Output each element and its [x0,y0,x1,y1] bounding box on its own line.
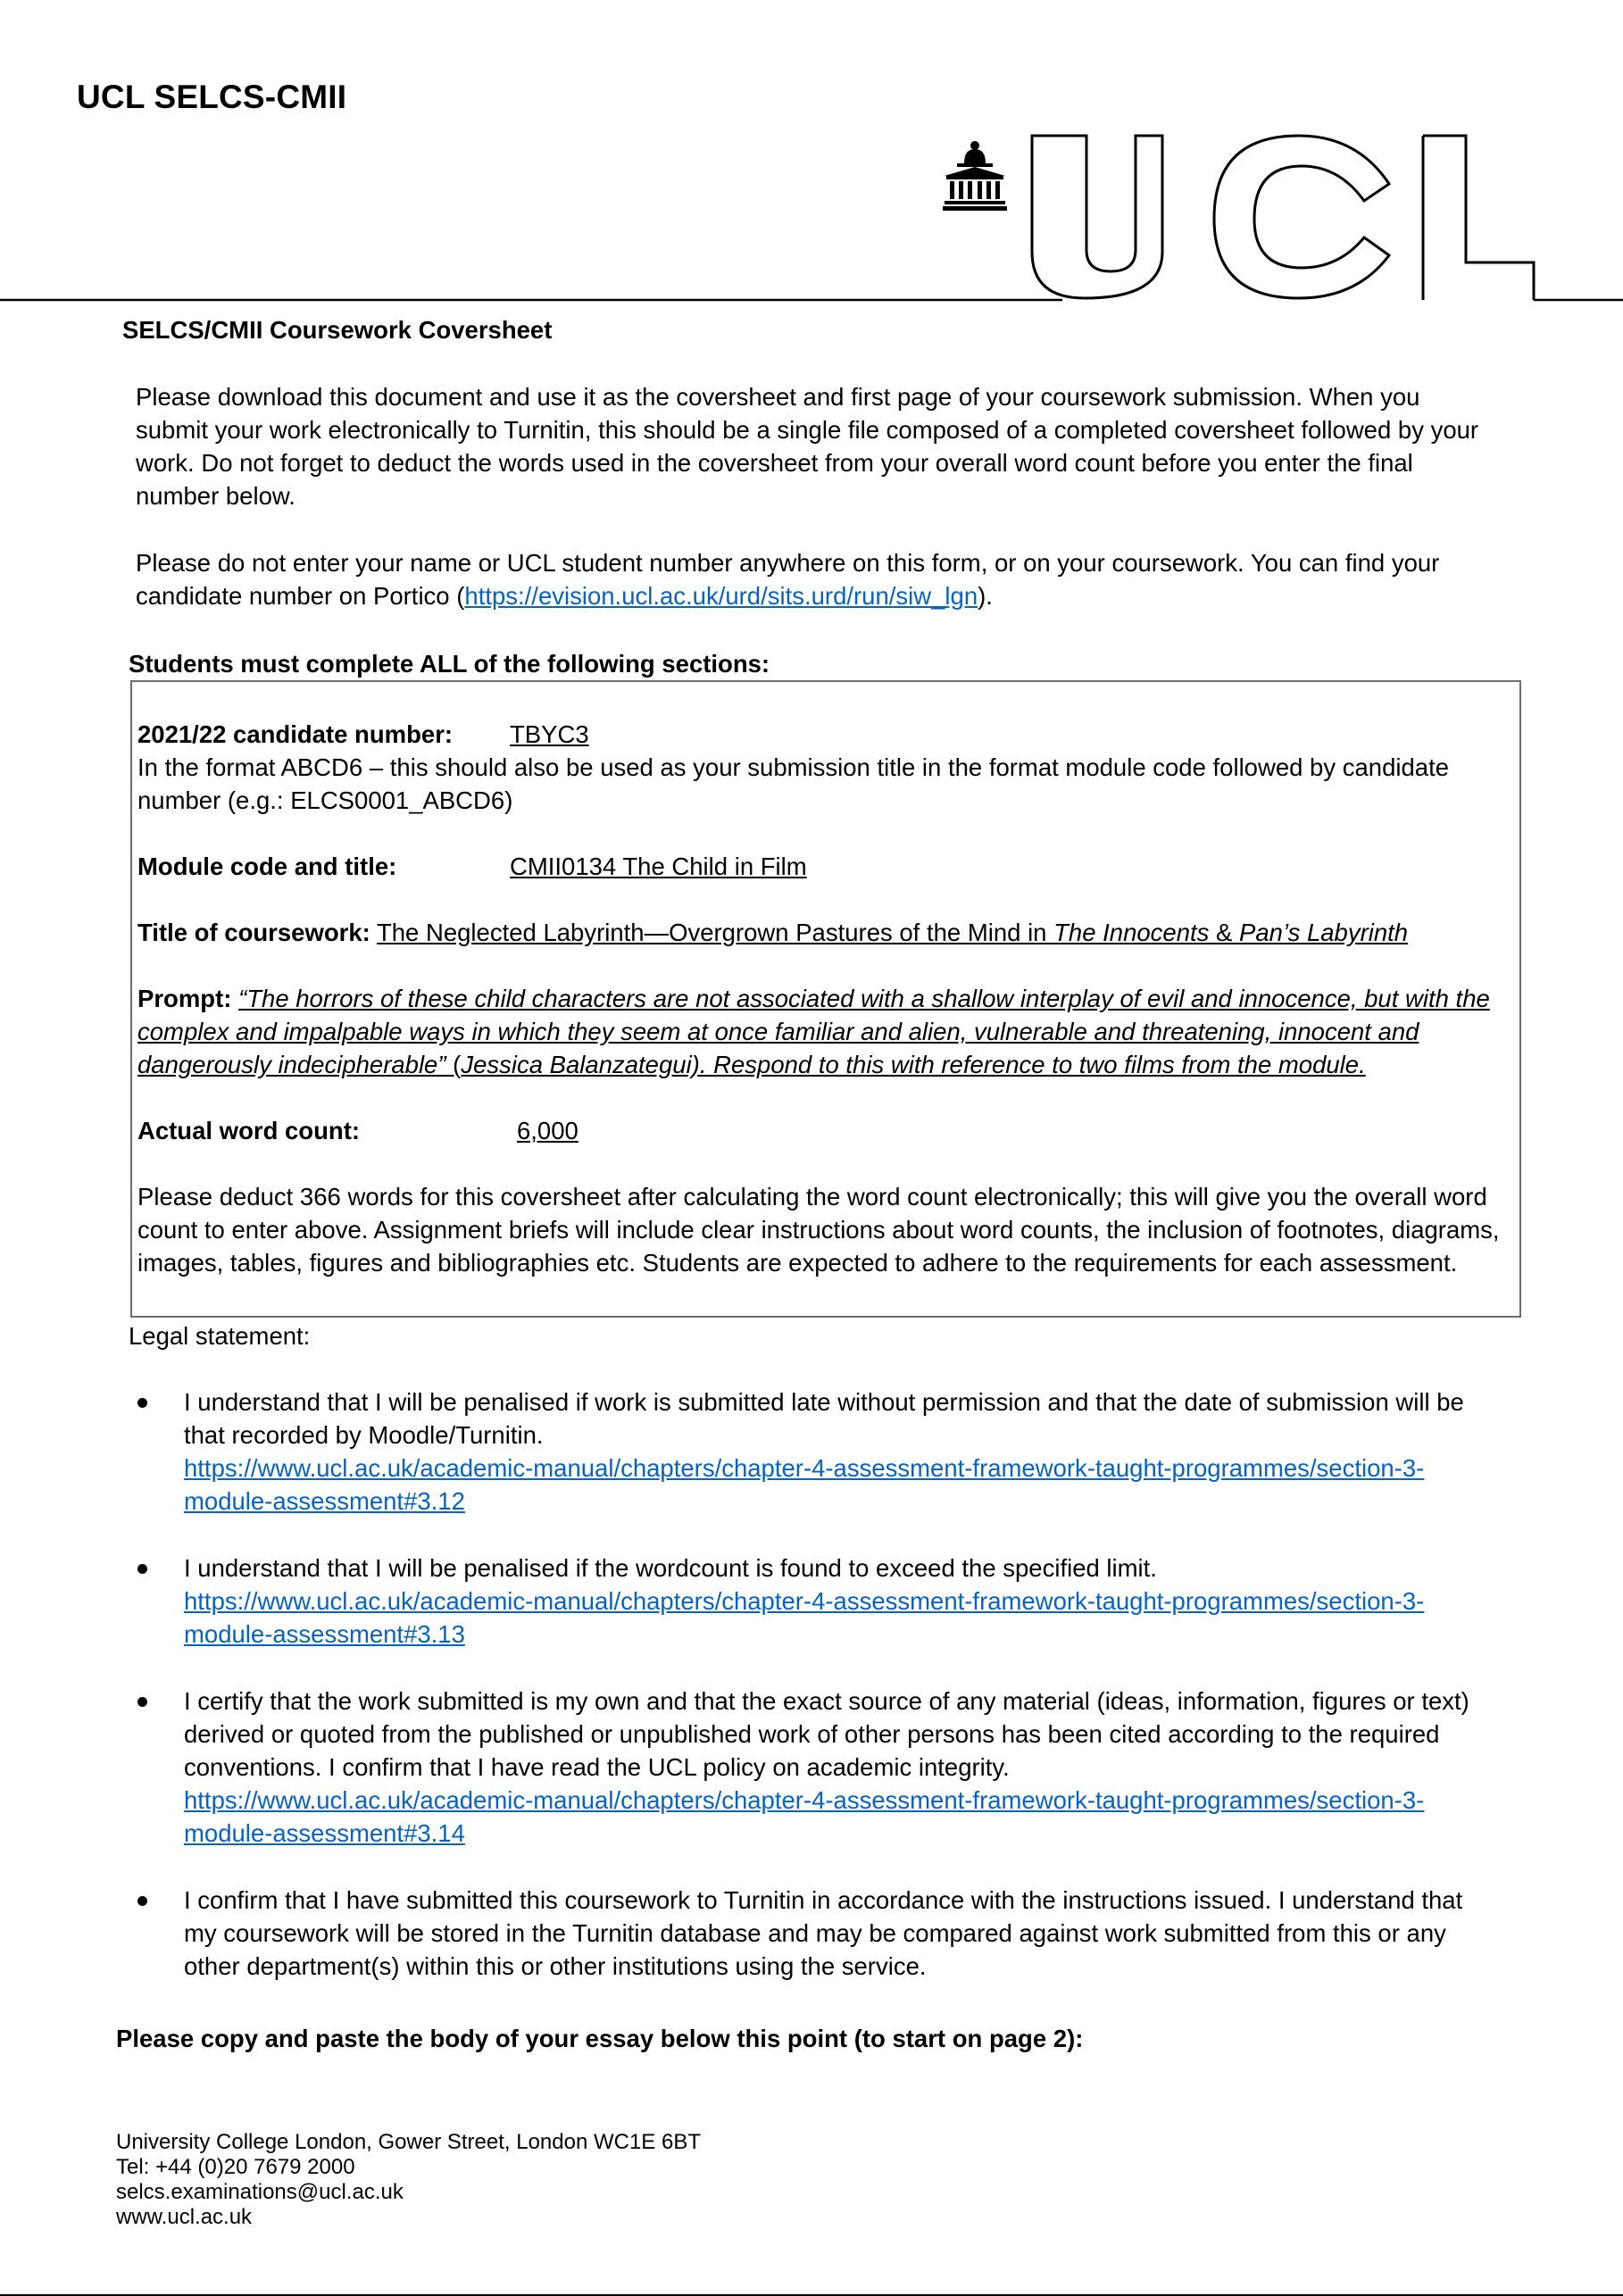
ucl-logo [0,125,1623,304]
intro-paragraph-2 [136,546,1493,612]
candidate-label: 2021/22 candidate number: [137,720,454,748]
footer-web: www.ucl.ac.uk [116,2205,253,2229]
word-count-label: Actual word count: [137,1117,361,1144]
prompt-row [137,982,1512,1081]
form-content [137,718,1512,1279]
coursework-title-text: The Neglected Labyrinth—Overgrown Pastures of the Mind in [376,919,1054,946]
intro-paragraph-2-end: ). [978,582,993,610]
prompt-field[interactable] [137,985,1490,1078]
module-row [137,850,1512,883]
legal-item-link[interactable]: https://www.ucl.ac.uk/academic-manual/chapters/chapter-4-assessment-framework-taught-programmes/section-3-module-assessment#3.13 [184,1587,1425,1648]
legal-item [136,1884,1502,1983]
word-count-field[interactable]: 6,000 [517,1117,578,1144]
candidate-row [137,718,1512,751]
coursework-title-join: & [1209,919,1240,946]
module-field[interactable]: CMII0134 The Child in Film [510,853,807,880]
portico-icon [943,141,1007,211]
prompt-label: Prompt: [137,985,232,1012]
coursework-title-film-2: Pan’s Labyrinth [1239,919,1409,946]
legal-item [136,1385,1502,1518]
legal-item-text: I understand that I will be penalised if the wordcount is found to exceed the specified limit. [184,1554,1157,1582]
coversheet-title: SELCS/CMII Coursework Coversheet [122,316,553,344]
intro-text [136,380,1493,646]
prompt-quote: “The horrors of these child characters are not associated with a shallow interplay of evil and innocence, but with the complex and impalpable ways in which they seem at once familiar and alien, vulnerable and threatening, innocent and dangerously indecipherable” [137,985,1490,1078]
legal-item-text: I certify that the work submitted is my own and that the exact source of any material (ideas, information, figures or text) derived or quoted from the published or unpublished work of other persons has been cited according to the required conventions. I confirm that I have read the UCL policy on academic integrity. [184,1687,1469,1781]
word-count-note: Please deduct 366 words for this coversheet after calculating the word count electronically; this will give you the overall word count to enter above. Assignment briefs will include clear instructions about word counts, the inclusion of footnotes, diagrams, images, tables, figures and bibliographies etc. Students are expected to adhere to the requirements for each assessment. [137,1183,1500,1277]
legal-item-link[interactable]: https://www.ucl.ac.uk/academic-manual/chapters/chapter-4-assessment-framework-taught-programmes/section-3-module-assessment#3.12 [184,1454,1425,1515]
ucl-letter-c [1214,136,1389,298]
prompt-instruction: Jessica Balanzategui). Respond to this with reference to two films from the module. [461,1051,1366,1078]
ucl-letter-u [1032,136,1162,298]
legal-item-link[interactable]: https://www.ucl.ac.uk/academic-manual/chapters/chapter-4-assessment-framework-taught-programmes/section-3-module-assessment#3.14 [184,1786,1425,1847]
legal-list [136,1385,1502,2017]
portico-link[interactable]: https://evision.ucl.ac.uk/urd/sits.urd/run/siw_lgn [464,582,978,610]
form-box [130,680,1521,1318]
ucl-letter-l [1423,136,1534,300]
department-name: UCL SELCS-CMII [77,79,347,115]
intro-paragraph-1: Please download this document and use it as the coversheet and first page of your coursework submission. When you submit your work electronically to Turnitin, this should be a single file composed of a completed coversheet followed by your work. Do not forget to deduct the words used in the coversheet from your overall word count before you enter the final number below. [136,383,1479,510]
coursework-title-field[interactable] [377,919,1408,946]
module-label: Module code and title: [137,853,397,880]
word-count-row [137,1114,1512,1147]
legal-item [136,1685,1502,1850]
legal-item-text: I understand that I will be penalised if work is submitted late without permission and that the date of submission will be that recorded by Moodle/Turnitin. [184,1388,1464,1449]
intro-paragraph-2-text: Please do not enter your name or UCL student number anywhere on this form, or on your coursework. You can find your candidate number on Portico ( [136,549,1440,610]
candidate-note: In the format ABCD6 – this should also be used as your submission title in the format module code followed by candidate number (e.g.: ELCS0001_ABCD6) [137,753,1450,814]
paste-instruction: Please copy and paste the body of your essay below this point (to start on page 2): [116,2025,1084,2052]
footer-tel: Tel: +44 (0)20 7679 2000 [116,2155,355,2179]
candidate-number-field[interactable]: TBYC3 [510,720,589,748]
footer-email: selcs.examinations@ucl.ac.uk [116,2180,404,2204]
coursework-title-film-1: The Innocents [1053,919,1210,946]
footer [116,2130,701,2230]
footer-address: University College London, Gower Street, London WC1E 6BT [116,2130,701,2154]
prompt-paren: ( [445,1051,462,1078]
legal-item [136,1551,1502,1651]
coursework-title-label: Title of coursework: [137,919,370,946]
legal-heading: Legal statement: [129,1322,311,1350]
sections-heading: Students must complete ALL of the following sections: [129,650,770,678]
coursework-title-row [137,916,1512,949]
legal-item-text: I confirm that I have submitted this coursework to Turnitin in accordance with the instructions issued. I understand that my coursework will be stored in the Turnitin database and may be compared against work submitted from this or any other department(s) within this or other institutions using the service. [184,1886,1463,1980]
